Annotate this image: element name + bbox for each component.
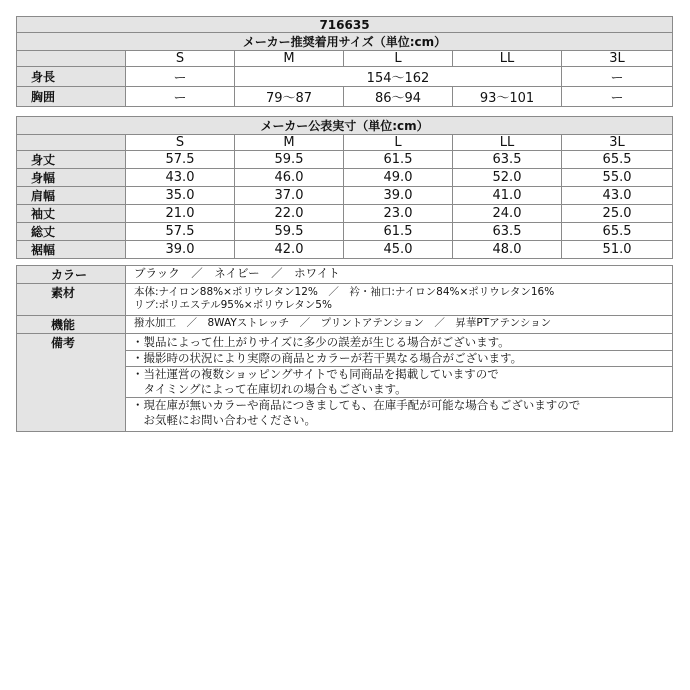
note-5: ・現在庫が無いカラーや商品につきましても、在庫手配が可能な場合もございますので xyxy=(126,397,672,413)
value-cell-ll: 63.5 xyxy=(453,151,562,169)
value-cell-s: 21.0 xyxy=(126,205,235,223)
value-cell-l: 23.0 xyxy=(344,205,453,223)
note-1: ・製品によって仕上がりサイズに多少の誤差が生じる場合がございます。 xyxy=(132,335,510,349)
value-cell-s: 43.0 xyxy=(126,169,235,187)
value-cell-s: 35.0 xyxy=(126,187,235,205)
note-2: ・撮影時の状況により実際の商品とカラーが若干異なる場合がございます。 xyxy=(126,350,672,366)
value-cell-3l: 43.0 xyxy=(562,187,673,205)
value-cell-ll: 52.0 xyxy=(453,169,562,187)
value-cell-ll: 24.0 xyxy=(453,205,562,223)
height-m-ll: 154～162 xyxy=(235,67,562,87)
value-cell-ll: 48.0 xyxy=(453,241,562,259)
actual-size-table xyxy=(16,116,673,259)
material-value xyxy=(126,284,673,316)
corner-cell xyxy=(17,51,126,67)
size-header-3l: 3L xyxy=(562,135,673,151)
size-header-s: S xyxy=(126,51,235,67)
row-label: 肩幅 xyxy=(17,187,126,205)
chest-l: 86～94 xyxy=(344,87,453,107)
table-row xyxy=(17,205,673,223)
value-cell-m: 37.0 xyxy=(235,187,344,205)
function-value: 撥水加工 ／ 8WAYストレッチ ／ プリントアテンション ／ 昇華PTアテンション xyxy=(126,316,673,334)
table-row xyxy=(17,169,673,187)
actual-size-title: メーカー公表実寸（単位:cm） xyxy=(17,117,673,135)
function-label: 機能 xyxy=(17,316,126,334)
table-row xyxy=(17,223,673,241)
row-label: 総丈 xyxy=(17,223,126,241)
recommended-size-title: メーカー推奨着用サイズ（単位:cm） xyxy=(17,33,673,51)
size-header-s: S xyxy=(126,135,235,151)
note-4: タイミングによって在庫切れの場合もございます。 xyxy=(132,382,407,396)
value-cell-m: 59.5 xyxy=(235,223,344,241)
note-3: ・当社運営の複数ショッピングサイトでも同商品を掲載していますので xyxy=(126,366,672,382)
recommended-size-table xyxy=(16,16,673,107)
value-cell-s: 57.5 xyxy=(126,223,235,241)
material-line-1: 本体:ナイロン88%×ポリウレタン12% ／ 衿・袖口:ナイロン84%×ポリウレタン16% xyxy=(134,286,555,298)
size-header-3l: 3L xyxy=(562,51,673,67)
color-label: カラー xyxy=(17,266,126,284)
notes-label: 備考 xyxy=(17,334,126,432)
note-6: お気軽にお問い合わせください。 xyxy=(132,413,316,427)
material-line-2: リブ:ポリエステル95%×ポリウレタン5% xyxy=(134,299,332,311)
value-cell-m: 59.5 xyxy=(235,151,344,169)
size-header-ll: LL xyxy=(453,135,562,151)
size-header-m: M xyxy=(235,51,344,67)
chest-m: 79～87 xyxy=(235,87,344,107)
product-id: 716635 xyxy=(17,17,673,33)
notes-value xyxy=(126,334,673,432)
chest-3l: ー xyxy=(562,87,673,107)
size-header-ll: LL xyxy=(453,51,562,67)
row-label: 裾幅 xyxy=(17,241,126,259)
row-label-chest: 胸囲 xyxy=(17,87,126,107)
material-label: 素材 xyxy=(17,284,126,316)
table-row xyxy=(17,151,673,169)
value-cell-m: 42.0 xyxy=(235,241,344,259)
value-cell-3l: 65.5 xyxy=(562,223,673,241)
value-cell-ll: 63.5 xyxy=(453,223,562,241)
value-cell-3l: 65.5 xyxy=(562,151,673,169)
value-cell-3l: 51.0 xyxy=(562,241,673,259)
value-cell-l: 45.0 xyxy=(344,241,453,259)
chest-s: ー xyxy=(126,87,235,107)
value-cell-s: 39.0 xyxy=(126,241,235,259)
value-cell-3l: 25.0 xyxy=(562,205,673,223)
value-cell-3l: 55.0 xyxy=(562,169,673,187)
size-header-l: L xyxy=(344,135,453,151)
table-row xyxy=(17,187,673,205)
value-cell-l: 61.5 xyxy=(344,223,453,241)
row-label: 身丈 xyxy=(17,151,126,169)
size-header-m: M xyxy=(235,135,344,151)
value-cell-m: 22.0 xyxy=(235,205,344,223)
height-s: ー xyxy=(126,67,235,87)
value-cell-l: 39.0 xyxy=(344,187,453,205)
value-cell-m: 46.0 xyxy=(235,169,344,187)
value-cell-ll: 41.0 xyxy=(453,187,562,205)
value-cell-s: 57.5 xyxy=(126,151,235,169)
value-cell-l: 49.0 xyxy=(344,169,453,187)
table-row xyxy=(17,241,673,259)
row-label: 袖丈 xyxy=(17,205,126,223)
color-value: ブラック ／ ネイビー ／ ホワイト xyxy=(126,266,673,284)
size-header-l: L xyxy=(344,51,453,67)
corner-cell xyxy=(17,135,126,151)
row-label-height: 身長 xyxy=(17,67,126,87)
chest-ll: 93～101 xyxy=(453,87,562,107)
product-info-table xyxy=(16,265,673,432)
height-3l: ー xyxy=(562,67,673,87)
row-label: 身幅 xyxy=(17,169,126,187)
value-cell-l: 61.5 xyxy=(344,151,453,169)
